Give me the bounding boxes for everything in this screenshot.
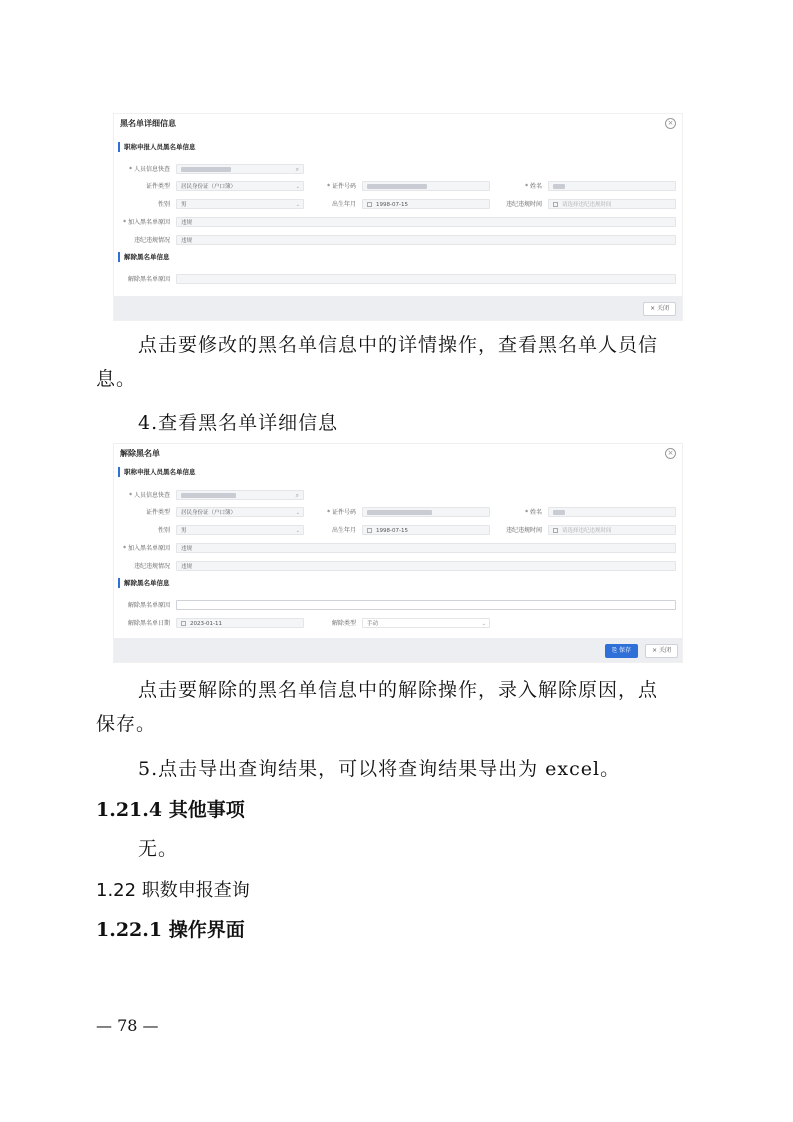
- close-button[interactable]: × 关闭: [643, 302, 676, 316]
- id-no-input[interactable]: [362, 507, 490, 517]
- release-type-value: 手动: [367, 621, 379, 627]
- save-icon: ⎘: [612, 647, 619, 654]
- person-quick-select-label: * 人员信息快查: [129, 166, 170, 173]
- calendar-icon: [553, 202, 558, 207]
- step-4: [96, 406, 696, 440]
- id-no-label: * 证件号码: [327, 509, 356, 516]
- id-no-input[interactable]: [362, 181, 490, 191]
- section-blacklist-info: 职称申报人员黑名单信息: [118, 142, 196, 152]
- release-reason-input[interactable]: [176, 274, 676, 284]
- violation-time-input[interactable]: [548, 199, 676, 209]
- release-reason-label: 解除黑名单原因: [127, 276, 170, 283]
- blacklist-detail-dialog: [113, 113, 683, 321]
- none-text: 无。: [138, 838, 179, 860]
- calendar-icon: [367, 202, 372, 207]
- birth-value: 1998-07-15: [376, 202, 408, 208]
- paragraph-line: 点击要解除的黑名单信息中的解除操作，录入解除原因，点: [138, 679, 659, 701]
- id-type-select[interactable]: [176, 507, 304, 517]
- release-date-label: 解除黑名单日期: [127, 620, 170, 627]
- birth-date-input[interactable]: [362, 199, 490, 209]
- calendar-icon: [367, 528, 372, 533]
- id-type-value: 居民身份证（户口簿）: [181, 184, 237, 190]
- page-number: — 78 —: [96, 1016, 159, 1035]
- gender-label: 性别: [157, 201, 170, 208]
- name-label: * 姓名: [525, 509, 542, 516]
- release-reason-label: 解除黑名单原因: [127, 602, 170, 609]
- search-icon: ⌕: [295, 492, 299, 499]
- release-blacklist-dialog: [113, 443, 683, 663]
- chevron-down-icon: ⌄: [295, 202, 300, 208]
- violation-time-placeholder: 请选择违纪违规时间: [562, 202, 612, 208]
- person-quick-select-input[interactable]: [176, 164, 304, 174]
- paragraph-line: 保存。: [96, 713, 157, 735]
- violation-time-input[interactable]: [548, 525, 676, 535]
- gender-value: 男: [181, 202, 187, 208]
- gender-select[interactable]: [176, 525, 304, 535]
- release-reason-input[interactable]: [176, 600, 676, 610]
- violation-time-placeholder: 请选择违纪违规时间: [562, 528, 612, 534]
- situation-label: 违纪违规情况: [133, 237, 170, 244]
- id-no-label: * 证件号码: [327, 183, 356, 190]
- chevron-down-icon: ⌄: [295, 528, 300, 534]
- person-quick-select-label: * 人员信息快查: [129, 492, 170, 499]
- situation-value: 违规: [181, 238, 193, 244]
- release-type-select[interactable]: [362, 618, 490, 628]
- name-input[interactable]: [548, 507, 676, 517]
- chevron-down-icon: ⌄: [481, 621, 486, 627]
- gender-value: 男: [181, 528, 187, 534]
- reason-input[interactable]: [176, 543, 676, 553]
- birth-value: 1998-07-15: [376, 528, 408, 534]
- paragraph-line: 息。: [96, 368, 137, 390]
- name-label: * 姓名: [525, 183, 542, 190]
- situation-value: 违规: [181, 564, 193, 570]
- reason-value: 违规: [181, 546, 193, 552]
- section-release-info: 解除黑名单信息: [118, 252, 170, 262]
- release-date-input[interactable]: [176, 618, 304, 628]
- reason-label: * 加入黑名单原因: [123, 219, 170, 226]
- step-4-text: 4.查看黑名单详细信息: [138, 412, 339, 434]
- heading-1-22: 1.22 职数申报查询: [96, 880, 250, 901]
- id-type-value: 居民身份证（户口簿）: [181, 510, 237, 516]
- heading-1-21-4: 1.21.4 其他事项: [96, 799, 245, 821]
- calendar-icon: [553, 528, 558, 533]
- section-release-info: 解除黑名单信息: [118, 578, 170, 588]
- search-icon: ⌕: [295, 166, 299, 173]
- reason-value: 违规: [181, 220, 193, 226]
- step-5: [96, 752, 696, 786]
- step-5-text: 5.点击导出查询结果，可以将查询结果导出为 excel。: [138, 758, 621, 780]
- violation-time-label: 违纪违规时间: [505, 527, 542, 534]
- save-button-label: 保存: [618, 647, 631, 654]
- name-input[interactable]: [548, 181, 676, 191]
- situation-label: 违纪违规情况: [133, 563, 170, 570]
- gender-select[interactable]: [176, 199, 304, 209]
- release-type-label: 解除类型: [331, 620, 356, 627]
- close-button[interactable]: × 关闭: [645, 644, 678, 658]
- dialog-title: 黑名单详细信息: [120, 119, 176, 128]
- chevron-down-icon: ⌄: [295, 510, 300, 516]
- person-quick-select-input[interactable]: [176, 490, 304, 500]
- reason-label: * 加入黑名单原因: [123, 545, 170, 552]
- calendar-icon: [181, 621, 186, 626]
- violation-time-label: 违纪违规时间: [505, 201, 542, 208]
- dialog-footer: [114, 296, 682, 320]
- id-type-select[interactable]: [176, 181, 304, 191]
- birth-label: 出生年月: [331, 201, 356, 208]
- gender-label: 性别: [157, 527, 170, 534]
- heading-1-22-1: 1.22.1 操作界面: [96, 919, 245, 941]
- dialog-title: 解除黑名单: [120, 449, 160, 458]
- none-paragraph: [96, 832, 696, 866]
- release-date-value: 2023-01-11: [190, 621, 222, 627]
- section-blacklist-info: 职称申报人员黑名单信息: [118, 467, 196, 477]
- paragraph: [96, 328, 696, 396]
- situation-input[interactable]: [176, 561, 676, 571]
- dialog-footer: [114, 638, 682, 662]
- save-button[interactable]: [605, 644, 638, 658]
- close-icon[interactable]: ×: [665, 448, 676, 459]
- birth-date-input[interactable]: [362, 525, 490, 535]
- birth-label: 出生年月: [331, 527, 356, 534]
- close-icon[interactable]: ×: [665, 118, 676, 129]
- paragraph: [96, 673, 696, 741]
- id-type-label: 证件类型: [145, 183, 170, 190]
- id-type-label: 证件类型: [145, 509, 170, 516]
- paragraph-line: 点击要修改的黑名单信息中的详情操作，查看黑名单人员信: [138, 334, 659, 356]
- reason-input[interactable]: [176, 217, 676, 227]
- situation-input[interactable]: [176, 235, 676, 245]
- chevron-down-icon: ⌄: [295, 184, 300, 190]
